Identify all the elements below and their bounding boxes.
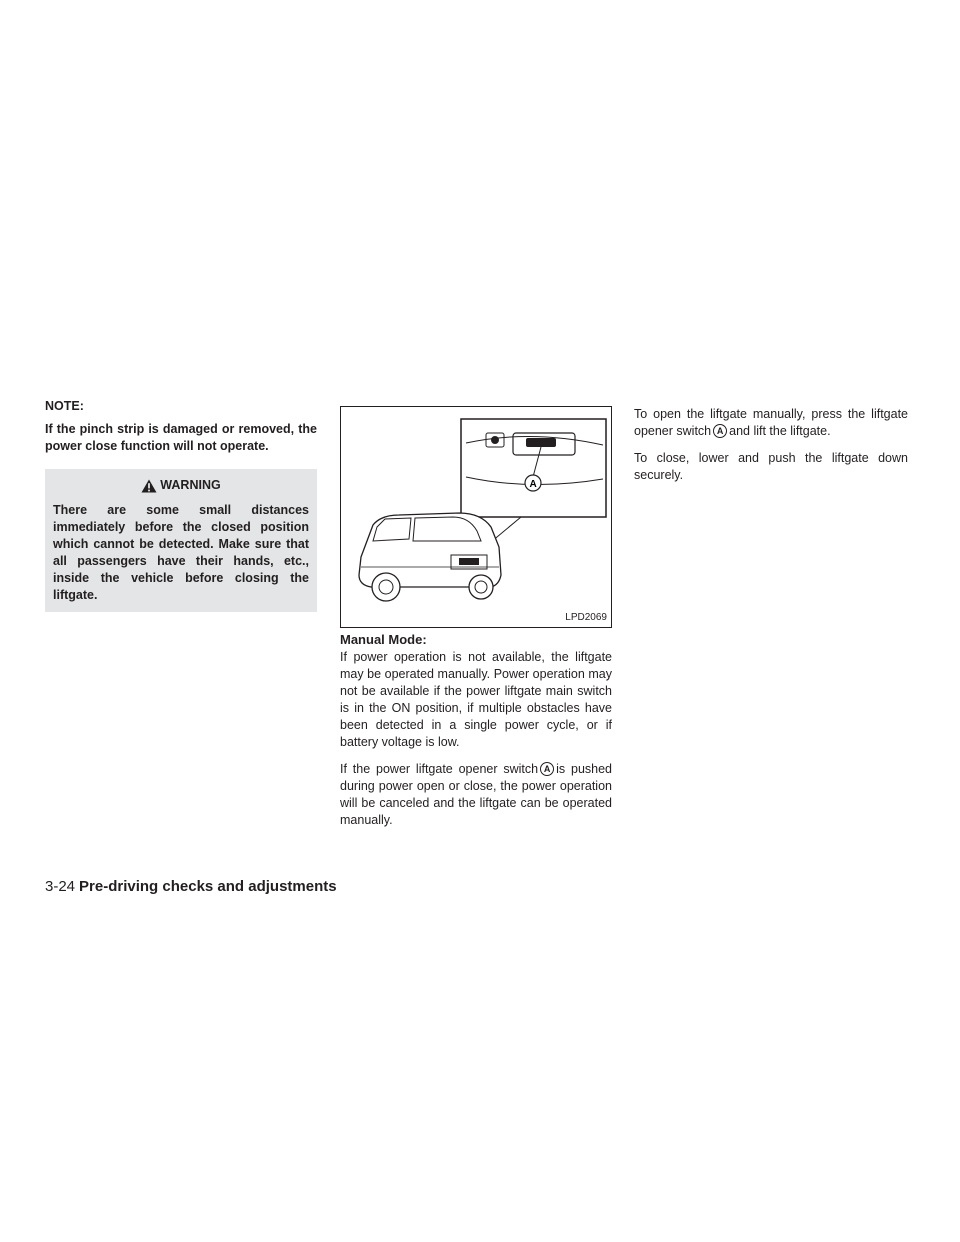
vehicle-liftgate-illustration (341, 407, 611, 627)
close-liftgate-paragraph: To close, lower and push the liftgate down securely. (634, 451, 908, 482)
liftgate-figure (340, 406, 612, 628)
note-body: If the pinch strip is damaged or removed, the power close function will not operate. (45, 422, 317, 453)
open-p1-before: To open the liftgate manually, press the liftgate opener switch (634, 407, 908, 438)
open-p1-after: and lift the liftgate. (729, 424, 831, 438)
callout-a-icon: A (540, 762, 554, 776)
note-heading: NOTE: (45, 399, 84, 413)
manual-mode-heading: Manual Mode: (340, 632, 427, 647)
warning-body: There are some small distances immediately before the closed position which cannot be detected. Make sure that all passengers have their hands, etc., inside the vehicle before closing the liftgate. (53, 503, 309, 602)
manual-mode-paragraph-2 (340, 761, 612, 829)
column-right (634, 406, 908, 494)
warning-triangle-icon (141, 479, 157, 493)
manual-mode-paragraph-1: If power operation is not available, the liftgate may be operated manually. Power operation may not be available if the power liftgate main switch is in the ON position, if multiple obstacles have been detected in a single power cycle, or if battery voltage is low. (340, 650, 612, 749)
column-left (45, 398, 317, 612)
warning-box (45, 469, 317, 612)
manual-mode-p2-after: is pushed during power open or close, the power operation will be canceled and the liftgate can be operated manually. (340, 762, 612, 827)
page-footer (45, 878, 337, 895)
figure-code: LPD2069 (563, 609, 609, 626)
column-middle (340, 406, 612, 839)
figure-callout-label: A (529, 479, 537, 490)
page-number: 3-24 (45, 878, 76, 895)
warning-title: WARNING (160, 478, 221, 492)
callout-a-icon: A (713, 424, 727, 438)
section-title: Pre-driving checks and adjustments (79, 878, 337, 895)
warning-title-row (53, 477, 309, 494)
manual-mode-p2-before: If the power liftgate opener switch (340, 762, 539, 776)
open-liftgate-paragraph (634, 406, 908, 440)
